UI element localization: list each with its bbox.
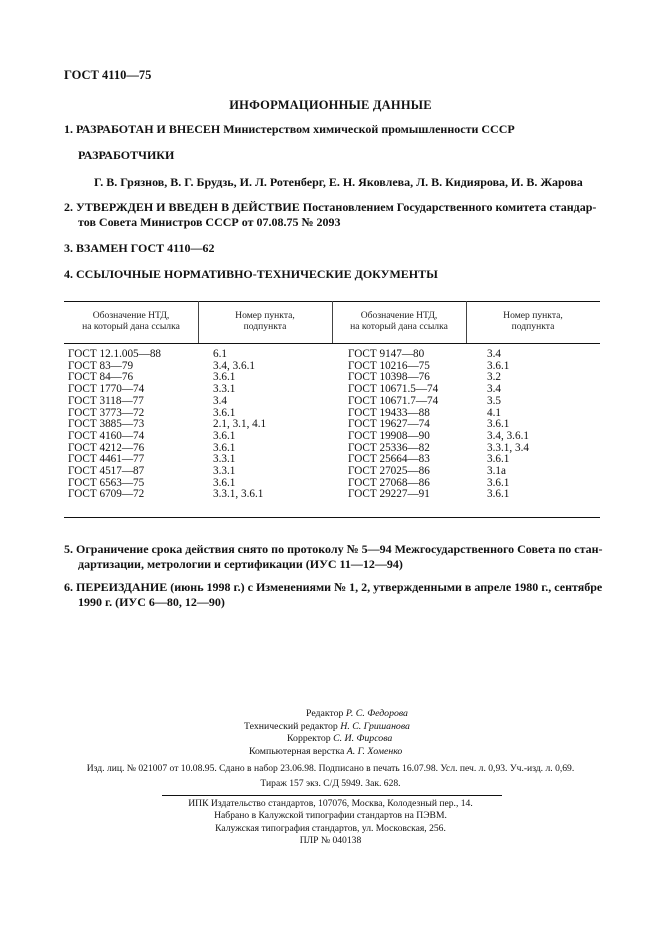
item-3-number: 3. bbox=[64, 241, 73, 255]
layout-label: Компьютерная верстка bbox=[249, 745, 345, 757]
item-4 bbox=[64, 267, 438, 282]
item-3 bbox=[64, 241, 215, 256]
item-2 bbox=[64, 200, 604, 229]
item-6-heading: ПЕРЕИЗДАНИЕ bbox=[76, 580, 168, 594]
publishing-license: Изд. лиц. № 021007 от 10.08.95. Сдано в набор 23.06.98. Подписано в печать 16.07.98. Усл. печ. л. 0,93. Уч.-изд. л. 0,69. bbox=[86, 763, 575, 774]
editor-name: Р. С. Федорова bbox=[345, 708, 408, 719]
item-6-line2: 1990 г. (ИУС 6—80, 12—90) bbox=[78, 594, 225, 609]
item-5 bbox=[64, 542, 604, 571]
item-6 bbox=[64, 580, 604, 609]
left-doc-column: ГОСТ 12.1.005—88 ГОСТ 83—79 ГОСТ 84—76 ГОСТ 1770—74 ГОСТ 3118—77 ГОСТ 3773—72 ГОСТ 3885—73 ГОСТ 4160—74 ГОСТ 4212—76 ГОСТ 4461—77 ГОСТ 4517—87 ГОСТ 6563—75 ГОСТ 6709—72 bbox=[68, 348, 162, 501]
column-header-doc: Обозначение НТД, на который дана ссылка bbox=[82, 310, 180, 332]
imprint-block bbox=[0, 798, 661, 847]
item-6-line1: (июнь 1998 г.) с Изменениями № 1, 2, утвержденными в апреле 1980 г., сентябре bbox=[167, 580, 603, 594]
item-6-number: 6. bbox=[64, 580, 73, 594]
imprint-line: ПЛР № 040138 bbox=[299, 834, 362, 846]
item-2-line2: тов Совета Министров СССР от 07.08.75 № 2093 bbox=[78, 214, 341, 229]
item-5-line1: Ограничение срока действия снято по протоколу № 5—94 Межгосударственного Совета по стан- bbox=[76, 542, 603, 556]
item-5-line2: дартизации, метрологии и сертификации (ИУС 11—12—94) bbox=[78, 556, 403, 571]
item-1-heading: РАЗРАБОТАН И ВНЕСЕН bbox=[76, 122, 221, 136]
item-2-line1: Постановлением Государственного комитета стандар- bbox=[299, 200, 597, 214]
tech-editor-label: Технический редактор bbox=[244, 720, 338, 732]
item-5-number: 5. bbox=[64, 542, 73, 556]
table-bottom-rule bbox=[64, 517, 600, 518]
left-point-column: 6.1 3.4, 3.6.1 3.6.1 3.3.1 3.4 3.6.1 2.1, 3.1, 4.1 3.6.1 3.6.1 3.3.1 3.3.1 3.6.1 3.3.1, 3.6.1 bbox=[213, 348, 267, 501]
item-4-number: 4. bbox=[64, 267, 73, 281]
print-run: Тираж 157 экз. С/Д 5949. Зак. 628. bbox=[260, 778, 401, 789]
document-code: ГОСТ 4110—75 bbox=[64, 68, 152, 82]
page-title: ИНФОРМАЦИОННЫЕ ДАННЫЕ bbox=[229, 98, 432, 112]
table-header-rule bbox=[64, 343, 600, 344]
imprint-line: ИПК Издательство стандартов, 107076, Москва, Колодезный пер., 14. bbox=[188, 798, 473, 809]
editor-label: Редактор bbox=[306, 708, 344, 719]
developers-list: Г. В. Грязнов, В. Г. Брудзь, И. Л. Ротенберг, Е. Н. Яковлева, Л. В. Кидиярова, И. В. Жарова bbox=[94, 175, 583, 189]
item-1-number: 1. bbox=[64, 122, 73, 136]
footer-rule bbox=[162, 795, 502, 796]
item-3-heading: ВЗАМЕН ГОСТ 4110—62 bbox=[76, 241, 215, 255]
imprint-line: Набрано в Калужской типографии стандартов на ПЭВМ. bbox=[214, 810, 447, 822]
tech-editor-name: Н. С. Гришанова bbox=[340, 720, 410, 732]
item-2-heading: УТВЕРЖДЕН И ВВЕДЕН В ДЕЙСТВИЕ bbox=[76, 200, 300, 214]
developers-label: РАЗРАБОТЧИКИ bbox=[78, 148, 175, 162]
column-header-point: Номер пункта, подпункта bbox=[235, 310, 295, 332]
credits-block bbox=[0, 708, 661, 758]
corrector-label: Корректор bbox=[287, 733, 331, 744]
item-1 bbox=[64, 122, 515, 137]
item-1-text: Министерством химической промышленности СССР bbox=[220, 122, 515, 136]
column-header-point: Номер пункта, подпункта bbox=[503, 310, 563, 332]
item-4-heading: ССЫЛОЧНЫЕ НОРМАТИВНО-ТЕХНИЧЕСКИЕ ДОКУМЕНТЫ bbox=[76, 267, 438, 281]
item-2-number: 2. bbox=[64, 200, 73, 214]
right-doc-column: ГОСТ 9147—80 ГОСТ 10216—75 ГОСТ 10398—76 ГОСТ 10671.5—74 ГОСТ 10671.7—74 ГОСТ 19433—88 ГОСТ 19627—74 ГОСТ 19908—90 ГОСТ 25336—82 ГОСТ 25664—83 ГОСТ 27025—86 ГОСТ 27068—86 ГОСТ 29227—91 bbox=[348, 348, 439, 501]
column-header-doc: Обозначение НТД, на который дана ссылка bbox=[350, 310, 448, 332]
imprint-line: Калужская типография стандартов, ул. Московская, 256. bbox=[215, 822, 446, 834]
right-point-column: 3.4 3.6.1 3.2 3.4 3.5 4.1 3.6.1 3.4, 3.6.1 3.3.1, 3.4 3.6.1 3.1а 3.6.1 3.6.1 bbox=[487, 348, 529, 501]
corrector-name: С. И. Фирсова bbox=[333, 733, 393, 744]
layout-name: А. Г. Хоменко bbox=[346, 745, 403, 757]
